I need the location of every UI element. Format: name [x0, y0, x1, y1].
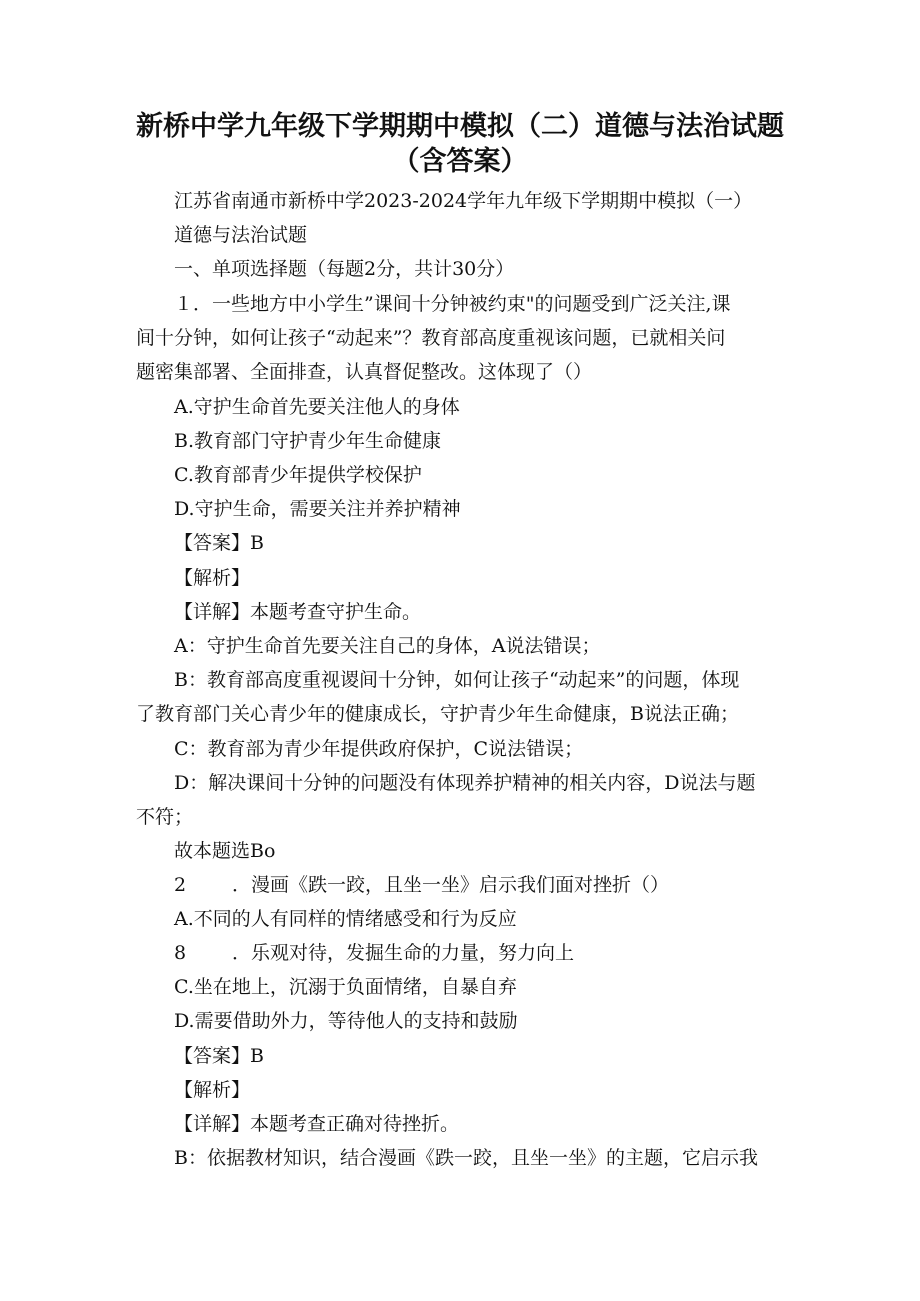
q1-stem-line1: １．一些地方中小学生”课间十分钟被约束"的问题受到广泛关注,课	[174, 293, 731, 315]
document-title-line2: （含答案）	[392, 146, 528, 177]
q1-answer: 【答案】B	[174, 532, 264, 554]
q2-stem	[174, 872, 669, 898]
q1-option-d: D.守护生命，需要关注并养护精神	[174, 498, 461, 520]
q2-option-b	[174, 940, 574, 966]
q1-option-a: A.守护生命首先要关注他人的身体	[174, 396, 460, 418]
q1-explanation-d-line1: D：解决课间十分钟的问题没有体现养护精神的相关内容，D说法与题	[174, 772, 756, 794]
q2-answer: 【答案】B	[174, 1045, 264, 1067]
q2-option-d: D.需要借助外力，等待他人的支持和鼓励	[174, 1010, 518, 1032]
q2-option-a: A.不同的人有同样的情绪感受和行为反应	[174, 908, 517, 930]
q1-detail: 【详解】本题考查守护生命。	[174, 601, 422, 623]
q2-option-b-number: 8	[174, 942, 187, 964]
q1-analysis: 【解析】	[174, 567, 251, 589]
header-line2: 道德与法治试题	[174, 224, 308, 246]
q2-detail: 【详解】本题考查正确对待挫折。	[174, 1113, 460, 1135]
q1-explanation-d-line2: 不符；	[136, 806, 194, 828]
q2-stem-text: ．漫画《跌一跤，且坐一坐》启示我们面对挫折（）	[232, 874, 670, 896]
q1-option-c: C.教育部青少年提供学校保护	[174, 464, 422, 486]
q1-explanation-b-line2: 了教育部门关心青少年的健康成长，守护青少年生命健康，B说法正确；	[136, 703, 739, 725]
q2-option-c: C.坐在地上，沉溺于负面情绪，自暴自弃	[174, 976, 517, 998]
q2-explanation-b-line1: B：依据教材知识，结合漫画《跌一跤，且坐一坐》的主题，它启示我	[174, 1147, 758, 1169]
q1-conclusion: 故本题选Bo	[174, 840, 276, 862]
q2-option-b-text: ．乐观对待，发掘生命的力量，努力向上	[232, 942, 575, 964]
q2-analysis: 【解析】	[174, 1079, 251, 1101]
q1-option-b: B.教育部门守护青少年生命健康	[174, 430, 442, 452]
q1-explanation-c: C：教育部为青少年提供政府保护，C说法错误；	[174, 738, 584, 760]
q2-stem-number: 2	[174, 874, 187, 896]
q1-stem-line2: 间十分钟，如何让孩子“动起来”？教育部高度重视该问题，已就相关问	[136, 327, 726, 349]
q1-stem-line3: 题密集部署、全面排查，认真督促整改。这体现了（）	[136, 361, 593, 383]
section-heading: 一、单项选择题（每题2分，共计30分）	[174, 258, 515, 280]
q1-explanation-a: A：守护生命首先要关注自己的身体，A说法错误；	[174, 635, 601, 657]
header-line1: 江苏省南通市新桥中学2023-2024学年九年级下学期期中模拟（一）	[174, 190, 753, 212]
q1-explanation-b-line1: B：教育部高度重视谡间十分钟，如何让孩子“动起来”的问题，体现	[174, 669, 740, 691]
document-title-line1: 新桥中学九年级下学期期中模拟（二）道德与法治试题	[136, 111, 784, 142]
